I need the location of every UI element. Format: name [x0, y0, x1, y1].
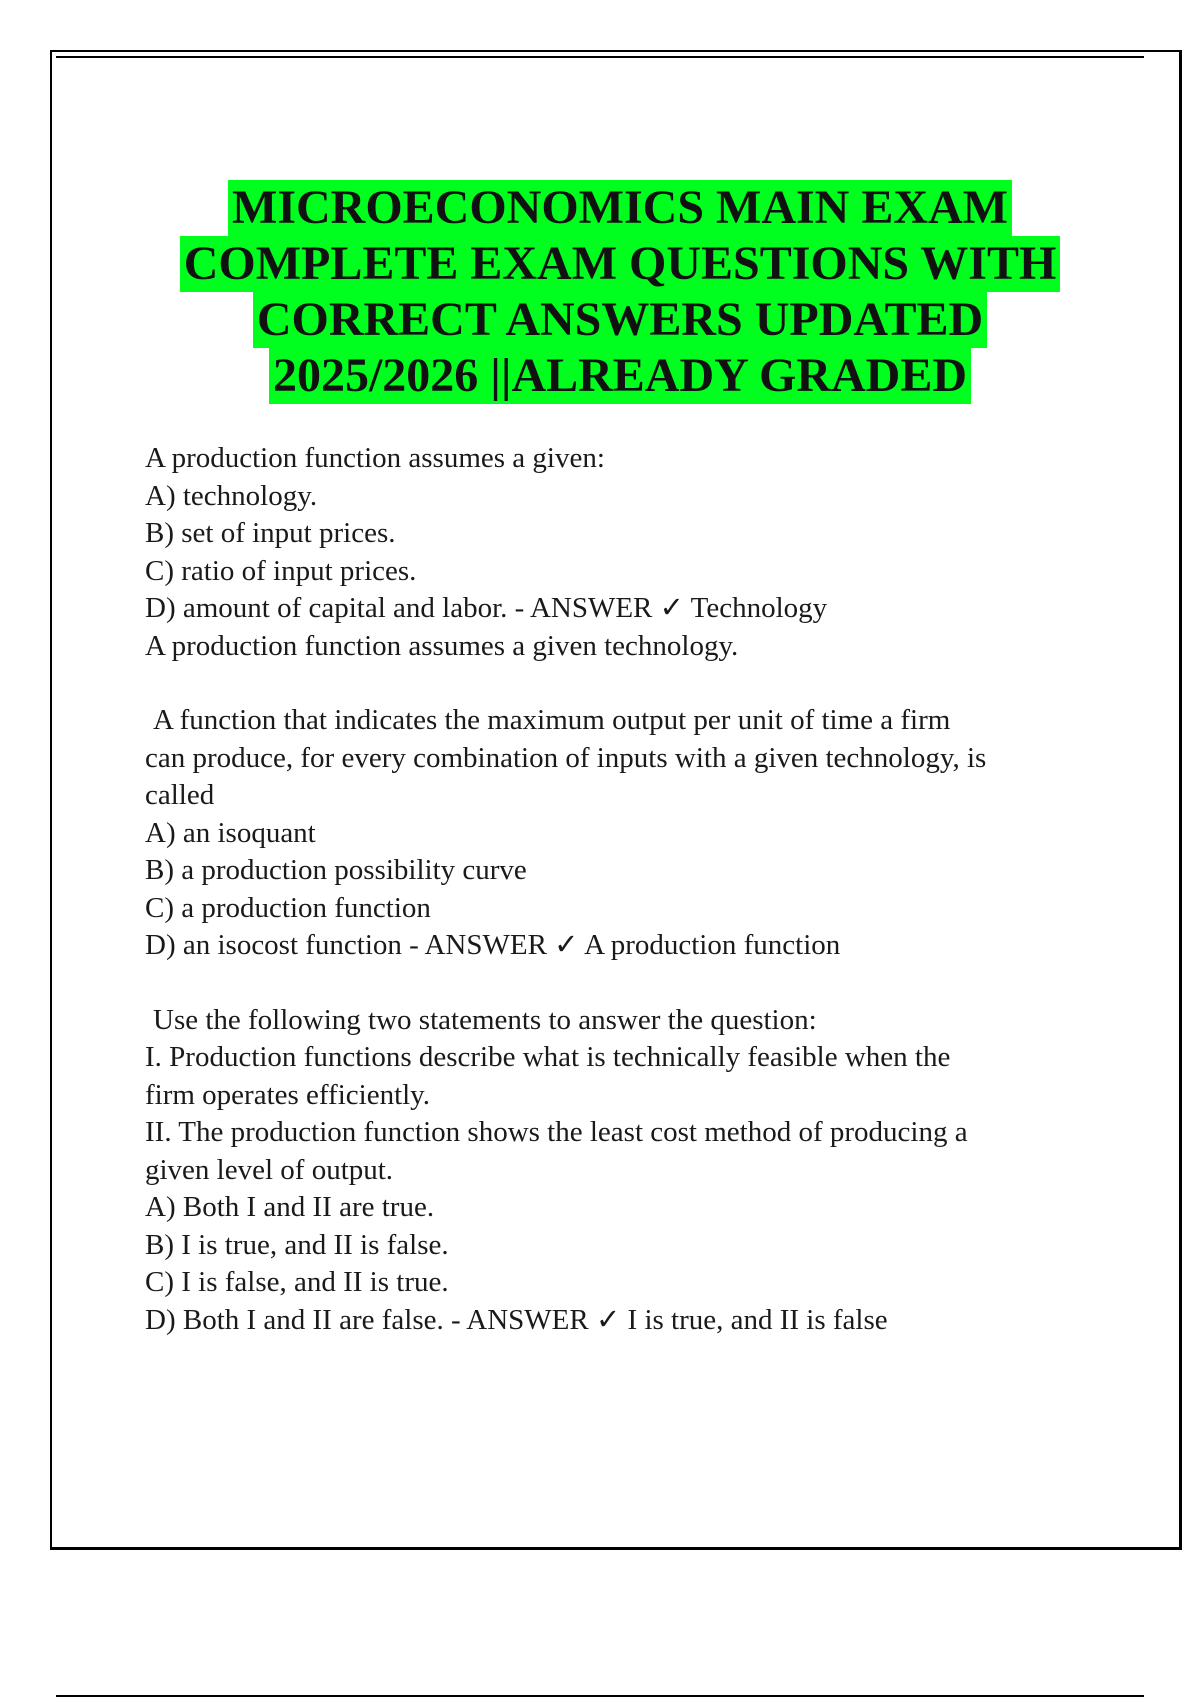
spacer	[145, 665, 1105, 702]
title-line-3: CORRECT ANSWERS UPDATED	[253, 292, 987, 348]
question-2-option-c: C) a production function	[145, 891, 431, 924]
question-2-prompt-line-2: can produce, for every combination of inputs with a given technology, is	[145, 741, 987, 774]
question-3-option-d-answer: D) Both I and II are false. - ANSWER ✓ I is true, and II is false	[145, 1303, 888, 1336]
title-line-1: MICROECONOMICS MAIN EXAM	[228, 180, 1012, 236]
question-2	[145, 702, 1105, 965]
title-line-4: 2025/2026 ||ALREADY GRADED	[269, 348, 971, 404]
question-3-prompt-line-2: I. Production functions describe what is technically feasible when the	[145, 1041, 951, 1073]
question-1	[145, 440, 1105, 665]
question-2-prompt-line-1: A function that indicates the maximum output per unit of time a firm	[153, 704, 951, 736]
question-3-option-a: A) Both I and II are true.	[145, 1191, 435, 1223]
question-1-explanation: A production function assumes a given technology.	[145, 629, 739, 662]
question-3	[145, 1002, 1105, 1340]
question-3-prompt-line-5: given level of output.	[145, 1153, 394, 1186]
spacer	[145, 965, 1105, 1002]
exam-content	[145, 440, 1105, 1339]
question-2-option-d-answer: D) an isocost function - ANSWER ✓ A production function	[145, 929, 841, 961]
question-2-prompt-line-3: called	[145, 779, 215, 811]
question-3-prompt-line-3: firm operates efficiently.	[145, 1078, 431, 1111]
document-title	[100, 180, 1140, 404]
page-bottom-rule	[56, 1695, 1144, 1697]
question-1-option-c: C) ratio of input prices.	[145, 554, 417, 587]
question-3-prompt-line-4: II. The production function shows the least cost method of producing a	[145, 1116, 968, 1148]
title-line-2: COMPLETE EXAM QUESTIONS WITH	[180, 236, 1061, 292]
question-2-option-b: B) a production possibility curve	[145, 854, 527, 886]
question-3-prompt-line-1: Use the following two statements to answer the question:	[153, 1003, 817, 1036]
question-1-option-b: B) set of input prices.	[145, 517, 396, 549]
question-1-prompt: A production function assumes a given:	[145, 442, 605, 474]
question-3-option-b: B) I is true, and II is false.	[145, 1228, 449, 1261]
question-2-option-a: A) an isoquant	[145, 816, 316, 849]
question-1-option-d-answer: D) amount of capital and labor. - ANSWER ✓ Technology	[145, 592, 828, 624]
question-1-option-a: A) technology.	[145, 479, 318, 512]
question-3-option-c: C) I is false, and II is true.	[145, 1266, 449, 1298]
